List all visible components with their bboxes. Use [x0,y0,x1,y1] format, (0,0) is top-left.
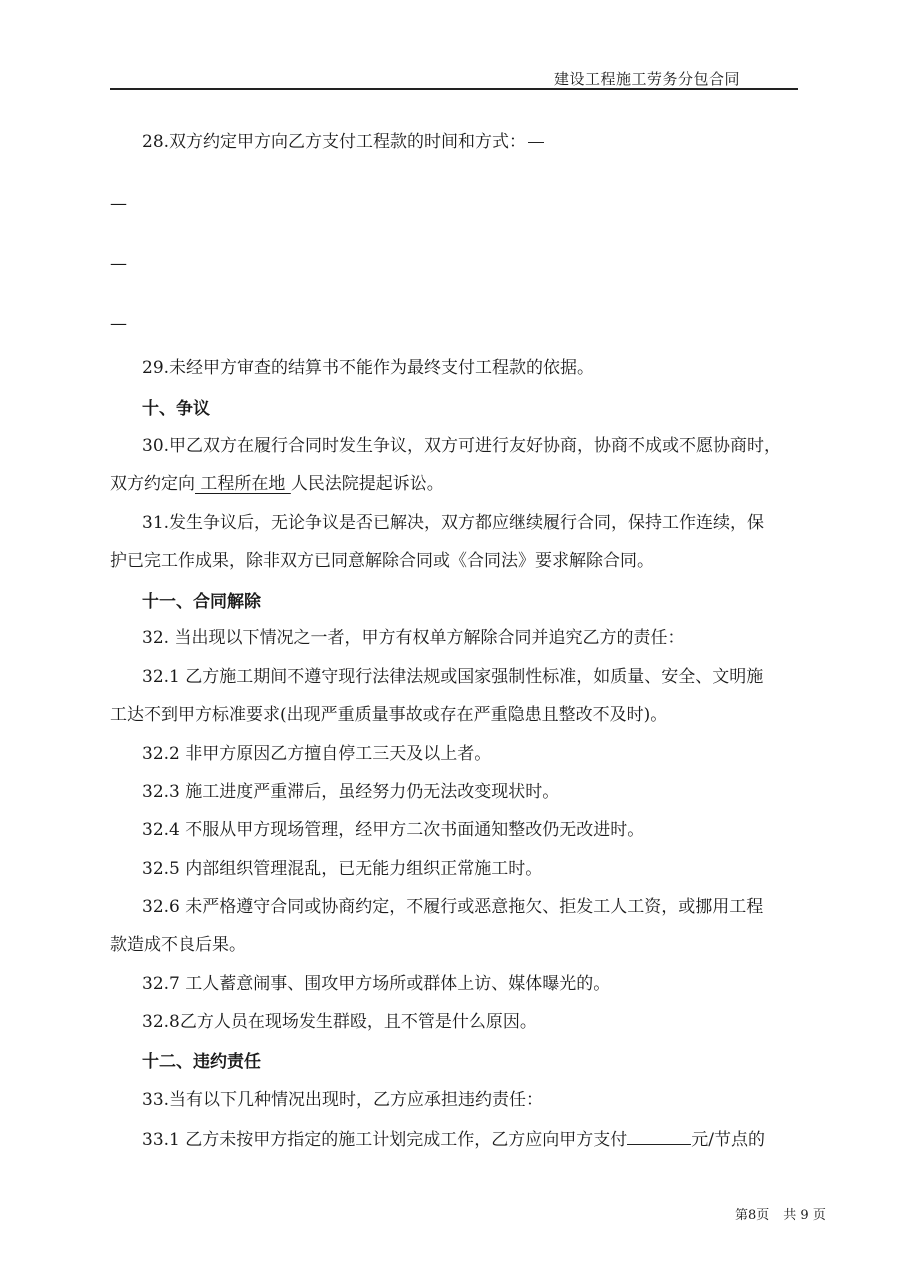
clause-29: 29.未经甲方审查的结算书不能作为最终支付工程款的依据。 [142,358,595,378]
clause-32-6-line-1: 32.6 未严格遵守合同或协商约定，不履行或恶意拖欠、拒发工人工资，或挪用工程 [142,897,764,917]
clause-30-pre: 双方约定向 [110,474,195,494]
section-heading-11: 十一、合同解除 [142,592,261,612]
clause-30-post: 人民法院提起诉讼。 [290,474,444,494]
blank-line-2: — [110,254,127,274]
clause-33: 33.当有以下几种情况出现时，乙方应承担违约责任： [142,1090,544,1110]
clause-28 [142,130,862,154]
clause-32-4: 32.4 不服从甲方现场管理，经甲方二次书面通知整改仍无改进时。 [142,820,645,840]
fill-blank [528,142,544,143]
clause-32-2: 32.2 非甲方原因乙方擅自停工三天及以上者。 [142,744,492,764]
clause-31-line-2: 护已完工作成果，除非双方已同意解除合同或《合同法》要求解除合同。 [110,551,654,571]
clause-32-1-line-2: 工达不到甲方标准要求(出现严重质量事故或存在严重隐患且整改不及时)。 [110,705,668,725]
court-location-fill: 工程所在地 [195,474,291,494]
clause-32-3: 32.3 施工进度严重滞后，虽经努力仍无法改变现状时。 [142,782,560,802]
header-divider [110,88,798,90]
clause-32-7: 32.7 工人蓄意闹事、围攻甲方场所或群体上访、媒体曝光的。 [142,974,611,994]
page-footer [735,1204,840,1223]
section-heading-10: 十、争议 [142,399,210,419]
page-total: 共 9 页 [783,1208,826,1223]
clause-32: 32. 当出现以下情况之一者，甲方有权单方解除合同并追究乙方的责任： [142,628,685,648]
clause-33-1-post: 元/节点的 [691,1130,765,1150]
section-heading-12: 十二、违约责任 [142,1052,261,1072]
clause-32-5: 32.5 内部组织管理混乱，已无能力组织正常施工时。 [142,859,543,879]
page-number: 第8页 [735,1208,770,1223]
clause-32-6-line-2: 款造成不良后果。 [110,935,246,955]
clause-30-line-2 [110,472,830,496]
clause-31-line-1: 31.发生争议后，无论争议是否已解决，双方都应继续履行合同，保持工作连续，保 [142,513,765,533]
blank-line-1: — [110,194,127,214]
amount-fill-blank [627,1126,691,1145]
clause-33-1 [142,1126,862,1152]
clause-33-1-pre: 33.1 乙方未按甲方指定的施工计划完成工作，乙方应向甲方支付 [142,1130,628,1150]
clause-32-8: 32.8乙方人员在现场发生群殴，且不管是什么原因。 [142,1012,537,1032]
clause-28-text: 28.双方约定甲方向乙方支付工程款的时间和方式： [142,132,527,152]
clause-30-line-1: 30.甲乙双方在履行合同时发生争议，双方可进行友好协商，协商不成或不愿协商时， [142,436,782,456]
header-title: 建设工程施工劳务分包合同 [554,70,741,88]
clause-32-1-line-1: 32.1 乙方施工期间不遵守现行法律法规或国家强制性标准，如质量、安全、文明施 [142,667,764,687]
blank-line-3: — [110,314,127,334]
